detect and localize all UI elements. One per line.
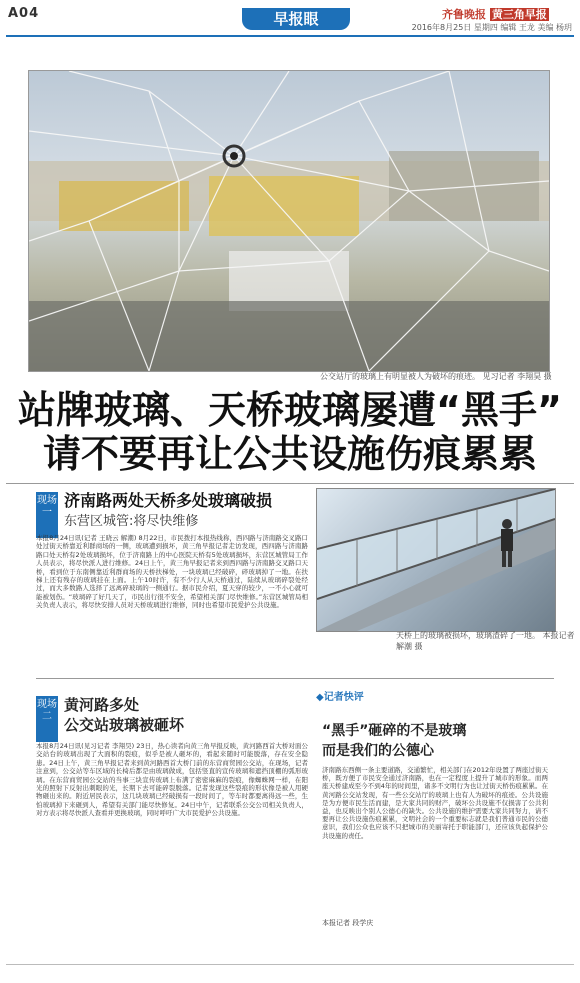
page-number: A04 (8, 6, 40, 21)
commentary-author: 本报记者 段学庆 (322, 919, 374, 927)
footbridge-photo (316, 488, 556, 632)
commentary-label: ◆记者快评 (316, 692, 364, 703)
logo-tag: 黄三角早报 (491, 8, 547, 21)
footer-divider (6, 964, 574, 965)
header-divider (6, 35, 574, 37)
headline-line1: 站牌玻璃、天桥玻璃屡遭“黑手” (18, 388, 562, 432)
scene1-article-body: 本报8月24日讯(记者 王晓云 解潮) 8月22日，市民拨打本报热线称，西四路与济南路交叉路口处过街天桥靠近利群商场的一侧，玻璃遭到损坏，黄三角早报记者走访发现，西四路与济南路路口处天桥有2处玻璃损坏，位于济南路上的中心医院天桥有5处玻璃损坏，东营区城管局工作人员表示，将尽快派人进行维修。24日上午，黄三角早报记者来到西四路与济南路交叉路口天桥，看到位于东南侧靠近利群商场的天桥扶梯处，一块玻璃已经破碎，碎玻璃掉了一地。在扶梯上还有残存的玻璃挂在上面。上午10时许，有不少行人从天桥通过，陆续从玻璃碎裂处经过，而大多数路人选择了远离碎玻璃的一侧通行。据市民介绍，夏天穿的较少，一不小心就可能被划伤。“玻璃碎了好几天了，市民出行很不安全，希望相关部门尽快维修。”东营区城管局相关负责人表示，将尽快安排人员对天桥玻璃进行维修，同时也希望市民爱护公共设施。 (36, 534, 308, 610)
scene2-article-body: 本报8月24日讯(见习记者 李翔昊) 23日，热心读者向黄三角早报反映，黄河路西首大桥对面公交站台的玻璃出现了大面积的裂痕，似乎是被人砸坏的，看起来随时可能脱落，存在安全隐患。24日上午，黄三角早报记者来到黄河路西首大桥门前的东营商贸园公交站，在现场，记者注意到，公交站等车区域的长椅后都是由玻璃做成，包括竖直的宣传玻璃和遮挡顶棚的弧形玻璃。在东营商贸园公交站的当事三块宣传玻璃上布满了密密麻麻的裂痕，像蜘蛛网一样，在阳光的照射下反射出刺眼的光，长期下去可能碎裂脱落。记者发现这些裂痕的形状像是被人用硬物砸出来的。附近居民表示，这几块玻璃已经破损有一段时间了，等车时都要离得远一些，生怕玻璃掉下来砸到人，希望有关部门能尽快修复。24日中午，记者联系公交公司相关负责人，对方表示将尽快派人查看并更换玻璃，同时呼吁广大市民爱护公共设施。 (36, 742, 308, 818)
commentary-title-line2: 而是我们的公德心 (322, 743, 434, 759)
cracked-glass-photo (28, 70, 550, 372)
scene1-subtitle: 东营区城管:将尽快维修 (64, 514, 199, 529)
scene1-title: 济南路两处天桥多处玻璃破损 (64, 491, 273, 510)
photo2-caption: 天桥上的玻璃被损坏，玻璃渣碎了一地。 本报记者 解潮 摄 (396, 631, 575, 651)
scene2-tag: 现场二 (36, 696, 58, 742)
commentary-title-line1: “黑手”砸碎的不是玻璃 (322, 723, 467, 739)
newspaper-logo (442, 6, 549, 22)
headline-divider (6, 483, 574, 484)
section-title: 早报眼 (242, 8, 350, 30)
logo-text: 齐鲁晚报 (442, 8, 486, 21)
main-headline (0, 388, 580, 476)
headline-line2: 请不要再让公共设施伤痕累累 (42, 432, 537, 476)
scene2-title-line1: 黄河路多处 (64, 696, 140, 714)
scene1-tag: 现场一 (36, 492, 58, 538)
photo1-caption: 公交站厅的玻璃上有明显被人为破坏的痕迹。 见习记者 李翔昊 摄 (320, 372, 552, 381)
scene2-title-line2: 公交站玻璃被砸坏 (64, 716, 185, 734)
issue-meta: 2016年8月25日 星期四 编辑 王龙 美编 杨玥 (411, 23, 572, 32)
cracked-glass-illustration (29, 71, 549, 371)
footbridge-illustration (317, 489, 555, 631)
commentary-body: 济南路东西侧一条主要道路，交通繁忙，相关部门在2012年设置了两座过街天桥，既方便了市民安全通过济南路，也在一定程度上提升了城市的形象。而两座天桥建成至今不到4年的时间里，诸多不文明行为也让过街天桥伤痕累累。在黄河路公交站发现，有一些公交站厅的玻璃上也有人为破坏的痕迹。公共设施是为方便市民生活而建，是大家共同的财产，破坏公共设施不仅损害了公共利益，也反映出个别人公德心的缺失。公共设施的维护需要大家共同努力，请不要再让公共设施伤痕累累，文明社会的一个重要标志就是我们普通市民的公德意识，我们公众也应该不只把城市的美丽寄托于职能部门，还应该负起保护公共设施的责任。 (322, 766, 548, 840)
section-divider (36, 678, 554, 679)
